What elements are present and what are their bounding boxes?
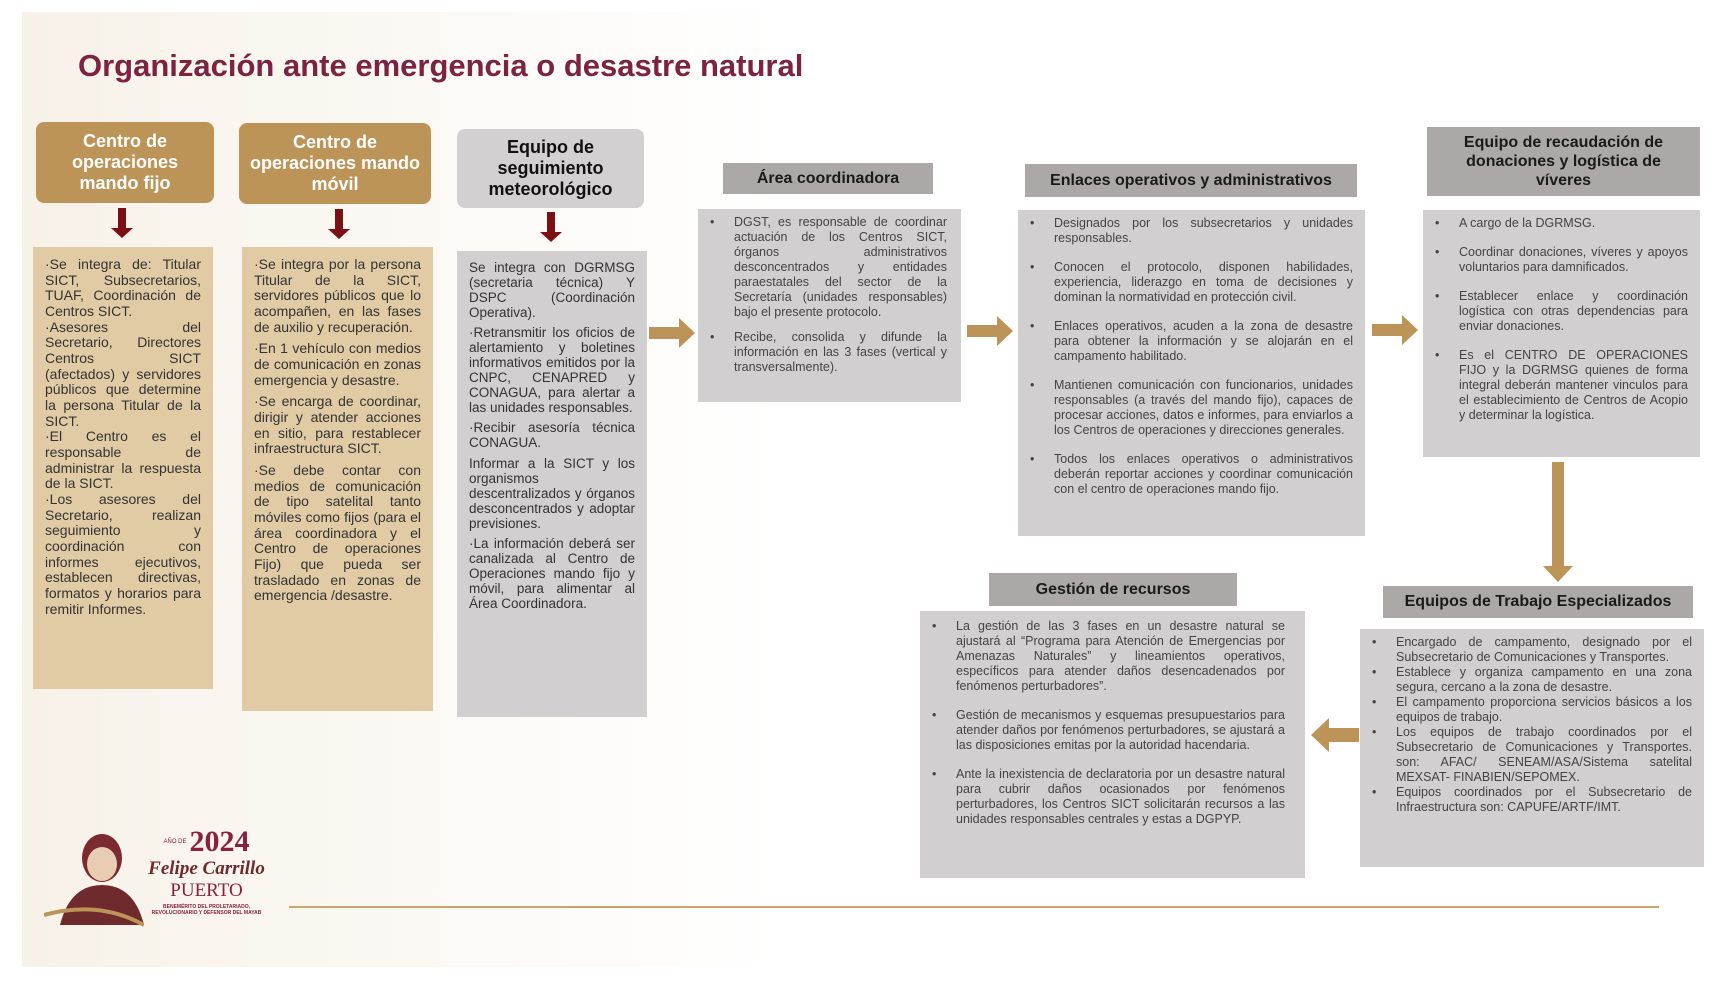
list-item: • Enlaces operativos, acuden a la zona de desastre para obtener la información y se alojarán en el campamento habilitado. xyxy=(1018,319,1353,364)
list-item: • Establece y organiza campamento en una zona segura, cercano a la zona de desastre. xyxy=(1360,665,1692,695)
logo-year-row xyxy=(163,826,249,858)
list-item: • La gestión de las 3 fases en un desastre natural se ajustará al “Programa para Atención de Emergencias por Amenazas Naturales” y lineamientos operativos, específicos para atender daños desencadenados por fenómenos perturbadores”. xyxy=(920,619,1285,694)
paragraph: ·Asesores del Secretario, Directores Centros SICT (afectados) y servidores públicos que determine la persona Titular de la SICT. xyxy=(45,318,201,429)
paragraph: ·Los asesores del Secretario, realizan seguimiento y coordinación con informes ejecutivos, establecen directivas, formatos y horarios para remitir Informes. xyxy=(45,491,201,617)
header-gestion-recursos: Gestión de recursos xyxy=(989,573,1237,606)
paragraph: ·Se encarga de coordinar, dirigir y atender acciones en sitio, para restablecer infraestructura SICT. xyxy=(254,393,421,457)
paragraph: ·El Centro es el responsable de administrar la respuesta de la SICT. xyxy=(45,428,201,492)
list-item: • Gestión de mecanismos y esquemas presupuestarios para atender daños por fenómenos perturbadores, se ajustará a las disposiciones emitas por la autoridad hacendaria. xyxy=(920,708,1285,753)
header-equipos-especializados: Equipos de Trabajo Especializados xyxy=(1383,586,1693,618)
header-enlaces: Enlaces operativos y administrativos xyxy=(1025,164,1357,197)
list-item: • Mantienen comunicación con funcionarios, unidades responsables (a través del mando fijo), capaces de procesar acciones, datos e informes, para enviarlos a los Centros de operaciones y direcciones generales. xyxy=(1018,378,1353,438)
arrow-down-icon xyxy=(544,212,558,242)
body-equipos-especializados xyxy=(1360,629,1704,867)
list-item: • Equipos coordinados por el Subsecretario de Infraestructura son: CAPUFE/ARTF/IMT. xyxy=(1360,785,1692,815)
arrow-down-icon xyxy=(115,208,129,238)
body-gestion-recursos xyxy=(920,611,1305,878)
footer-divider xyxy=(289,906,1659,908)
arrow-right-icon xyxy=(1372,315,1418,345)
page-title: Organización ante emergencia o desastre natural xyxy=(78,48,804,83)
logo-year: 2024 xyxy=(189,825,250,858)
list-item: • Recibe, consolida y difunde la información en las 3 fases (vertical y transversalmente). xyxy=(698,330,947,375)
paragraph: ·Se integra de: Titular SICT, Subsecretarios, TUAF, Coordinación de Centros SICT. xyxy=(45,256,201,320)
body-area-coordinadora xyxy=(698,209,961,402)
arrow-right-icon xyxy=(967,316,1013,346)
list-item: • Encargado de campamento, designado por el Subsecretario de Comunicaciones y Transportes. xyxy=(1360,635,1692,665)
body-seguimiento-meteorologico xyxy=(457,251,647,717)
logo-felipe-carrillo-puerto xyxy=(44,826,274,934)
list-item: • Coordinar donaciones, víveres y apoyos voluntarios para damnificados. xyxy=(1423,245,1688,275)
logo-tagline: BENEMÉRITO DEL PROLETARIADO, REVOLUCIONARIO Y DEFENSOR DEL MAYAB xyxy=(151,904,262,917)
logo-name: Felipe Carrillo xyxy=(148,858,265,879)
logo-small: AÑO DE xyxy=(163,839,187,845)
body-mando-movil xyxy=(242,247,433,711)
arrow-left-icon xyxy=(1311,718,1359,752)
portrait-icon xyxy=(44,830,144,930)
body-mando-fijo xyxy=(33,247,213,689)
logo-surname: PUERTO xyxy=(170,880,243,901)
list-item: • Establecer enlace y coordinación logística con otras dependencias para enviar donaciones. xyxy=(1423,289,1688,334)
header-mando-fijo: Centro de operaciones mando fijo xyxy=(36,122,214,203)
paragraph: Informar a la SICT y los organismos descentralizados y órganos desconcentrados y adoptar previsiones. xyxy=(469,456,635,531)
arrow-down-icon xyxy=(1543,462,1573,582)
list-item: • Todos los enlaces operativos o administrativos deberán reportar acciones y coordinar comunicación con el centro de operaciones mando fijo. xyxy=(1018,452,1353,497)
list-item: • Es el CENTRO DE OPERACIONES FIJO y la DGRMSG quienes de forma integral deberán mantener vinculos para el establecimiento de Centros de Acopio y determinar la logística. xyxy=(1423,348,1688,423)
logo-text xyxy=(144,826,269,917)
paragraph: ·Se debe contar con medios de comunicación de tipo satelital tanto móviles como fijos (para el área coordinadora y el Centro de operaciones Fijo) que pueda ser trasladado en zonas de emergencia /desastre. xyxy=(254,462,421,604)
paragraph: ·Retransmitir los oficios de alertamiento y boletines informativos emitidos por la CNPC, CENAPRED y CONAGUA, para alertar a las unidades responsables. xyxy=(469,325,635,415)
header-seguimiento-meteorologico: Equipo de seguimiento meteorológico xyxy=(457,129,644,208)
body-recaudacion xyxy=(1423,210,1700,457)
paragraph: ·Se integra por la persona Titular de la SICT, servidores públicos que lo acompañen, en las fases de auxilio y recuperación. xyxy=(254,256,421,335)
body-enlaces xyxy=(1018,210,1365,536)
list-item: • El campamento proporciona servicios básicos a los equipos de trabajo. xyxy=(1360,695,1692,725)
paragraph: ·Recibir asesoría técnica CONAGUA. xyxy=(469,420,635,451)
list-item: • Los equipos de trabajo coordinados por el Subsecretario de Comunicaciones y Transportes. son: AFAC/ SENEAM/ASA/Sistema satelital MEXSAT- FINABIEN/SEPOMEX. xyxy=(1360,725,1692,785)
list-item: • A cargo de la DGRMSG. xyxy=(1423,216,1688,231)
header-mando-movil: Centro de operaciones mando móvil xyxy=(239,123,431,204)
list-item: • Designados por los subsecretarios y unidades responsables. xyxy=(1018,216,1353,246)
list-item: • DGST, es responsable de coordinar actuación de los Centros SICT, órganos administrativos desconcentrados y entidades paraestatales del sector de la Secretaría (unidades responsables) bajo el presente protocolo. xyxy=(698,215,947,320)
header-recaudacion: Equipo de recaudación de donaciones y logística de víveres xyxy=(1427,127,1700,196)
paragraph: Se integra con DGRMSG (secretaria técnica) Y DSPC (Coordinación Operativa). xyxy=(469,260,635,320)
header-area-coordinadora: Área coordinadora xyxy=(723,163,933,194)
list-item: • Conocen el protocolo, disponen habilidades, experiencia, liderazgo en toma de decisiones y dominan la normatividad en protección civil. xyxy=(1018,260,1353,305)
arrow-down-icon xyxy=(332,209,346,239)
paragraph: ·La información deberá ser canalizada al Centro de Operaciones mando fijo y móvil, para alimentar al Área Coordinadora. xyxy=(469,536,635,611)
list-item: • Ante la inexistencia de declaratoria por un desastre natural para cubrir daños ocasionados por fenómenos perturbadores, los Centros SICT solicitarán recursos a las unidades responsables centrales y estas a DGPYP. xyxy=(920,767,1285,827)
arrow-right-icon xyxy=(649,318,695,348)
paragraph: ·En 1 vehículo con medios de comunicación en zonas emergencia y desastre. xyxy=(254,340,421,388)
